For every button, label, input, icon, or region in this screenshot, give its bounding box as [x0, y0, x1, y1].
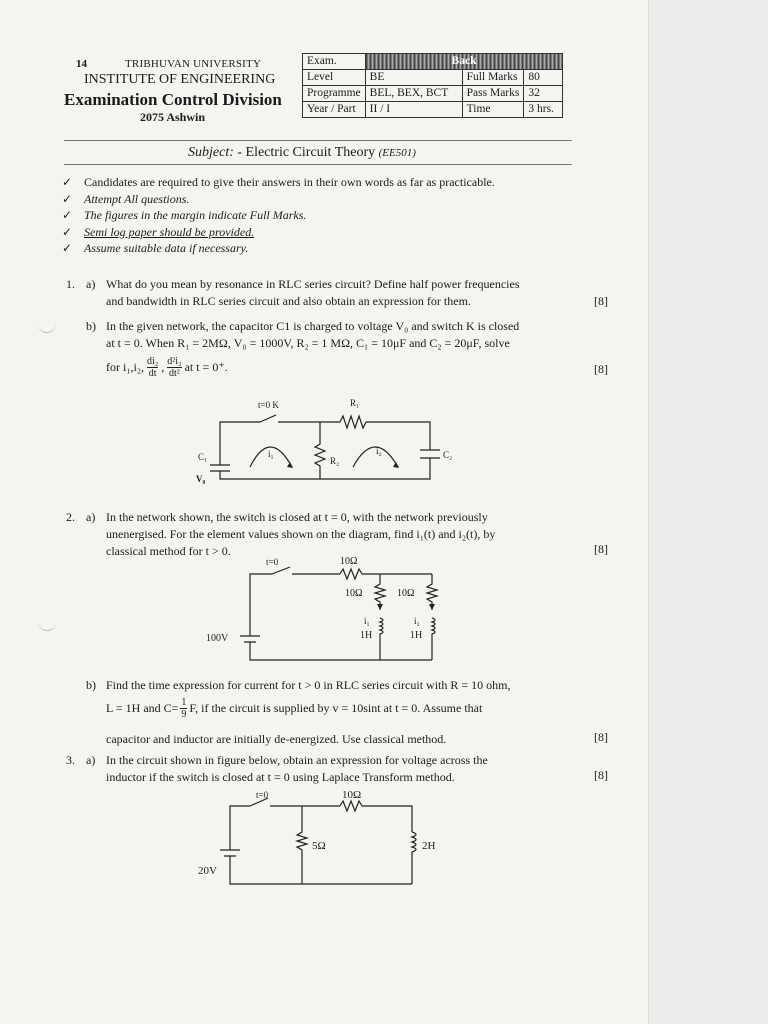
current-i2-label: i₂ [376, 446, 382, 456]
programme-value: BEL, BEX, BCT [365, 86, 462, 102]
page-edge-background [648, 0, 768, 1024]
question-part: a) [86, 277, 96, 291]
pass-marks-value: 32 [524, 86, 563, 102]
check-icon: ✓ [62, 208, 73, 222]
fraction: $\frac{1}{9}$ [181, 697, 187, 720]
instruction-item: ✓ The figures in the margin indicate Full Marks. [62, 208, 307, 222]
instruction-item: ✓ Semi log paper should be provided. [62, 224, 255, 239]
switch-label: t=0 K [258, 400, 279, 410]
question-text: In the circuit shown in figure below, obtain an expression for voltage across the [106, 753, 488, 767]
check-icon: ✓ [62, 241, 73, 255]
divider [64, 164, 572, 165]
subject-name: - Electric Circuit Theory [237, 145, 376, 160]
resistor-r1-label: R₁ [350, 398, 360, 408]
source-label: 20V [198, 865, 217, 877]
question-text: and bandwidth in RLC series circuit and also obtain an expression for them. [106, 294, 471, 308]
university-name: TRIBHUVAN UNIVERSITY [125, 58, 262, 70]
question-number: 1. [66, 277, 75, 291]
programme-label: Programme [303, 86, 366, 102]
question-text: What do you mean by resonance in RLC series circuit? Define half power frequencies [106, 277, 520, 291]
year-part-label: Year / Part [303, 102, 366, 118]
question-marks: [8] [594, 768, 608, 782]
instruction-item: ✓ Candidates are required to give their answers in their own words as far as practicable. [62, 175, 495, 189]
subject-code: (EE501) [378, 147, 416, 159]
capacitor-c2-label: C₂ [443, 450, 453, 460]
voltage-v0-label: V₀ [196, 474, 206, 484]
question-text: Find the time expression for current for t > 0 in RLC series circuit with R = 10 ohm, [106, 678, 511, 692]
question-text: capacitor and inductor are initially de-energized. Use classical method. [106, 732, 447, 746]
subject-line [188, 145, 416, 161]
switch-label: t=0 [266, 557, 279, 567]
question-part: a) [86, 510, 96, 524]
source-label: 100V [206, 633, 229, 644]
check-icon: ✓ [62, 224, 73, 239]
resistor-left-label: 10Ω [345, 588, 363, 599]
question-number: 2. [66, 510, 75, 524]
full-marks-value: 80 [524, 70, 563, 86]
level-label: Level [303, 70, 366, 86]
question-part: a) [86, 753, 96, 767]
question-text: for i₁,i₂, di₂ dt , d²i₂ dt² at t = 0⁺. [106, 356, 228, 379]
current-i1-label: i₁ [364, 616, 370, 626]
pass-marks-label: Pass Marks [462, 86, 524, 102]
inductor-label: 2H [422, 840, 436, 852]
check-icon: ✓ [62, 191, 73, 206]
question-text: classical method for t > 0. [106, 544, 231, 558]
exam-value: Back [365, 54, 563, 70]
divider [64, 140, 572, 141]
exam-info-table [302, 53, 563, 118]
resistor-r2-label: R₂ [330, 456, 340, 466]
question-text: In the given network, the capacitor C1 is charged to voltage V₀ and switch K is closed [106, 319, 520, 333]
question-marks: [8] [594, 362, 608, 376]
page-number: 14 [76, 58, 87, 70]
check-icon: ✓ [62, 175, 73, 189]
fraction: d²i₂ dt² [167, 356, 182, 379]
year-part-value: II / I [365, 102, 462, 118]
exam-label: Exam. [303, 54, 366, 70]
question-marks: [8] [594, 730, 608, 744]
inductor-left-label: 1H [360, 630, 373, 641]
resistor-right-label: 10Ω [397, 588, 415, 599]
circuit-figure-2 [200, 554, 450, 666]
question-number: 3. [66, 753, 75, 767]
exam-session: 2075 Ashwin [140, 110, 206, 124]
subject-label: Subject: [188, 145, 234, 160]
full-marks-label: Full Marks [462, 70, 524, 86]
resistor-series-label: 10Ω [342, 789, 362, 801]
question-text: In the network shown, the switch is closed at t = 0, with the network previously [106, 510, 488, 524]
question-text: L = 1H and C= $\frac{1}{9}$ F, if the circuit is supplied by v = 10sint at t = 0. Assume that [106, 697, 483, 720]
question-text: inductor if the switch is closed at t = 0 using Laplace Transform method. [106, 770, 455, 784]
current-i1-label: i₁ [268, 449, 274, 459]
instruction-item: ✓ Attempt All questions. [62, 191, 190, 206]
inductor-right-label: 1H [410, 630, 423, 641]
fraction: di₂ dt [147, 356, 159, 379]
question-text: at t = 0. When R₁ = 2MΩ, V₀ = 1000V, R₂ = 1 MΩ, C₁ = 10μF and C₂ = 20μF, solve [106, 336, 510, 350]
question-part: b) [86, 319, 96, 333]
level-value: BE [365, 70, 462, 86]
current-i2-label: i₂ [414, 616, 420, 626]
division-name: Examination Control Division [64, 90, 282, 109]
time-value: 3 hrs. [524, 102, 563, 118]
time-label: Time [462, 102, 524, 118]
institute-name: INSTITUTE OF ENGINEERING [84, 72, 276, 87]
circuit-figure-3 [190, 784, 450, 894]
resistor-series-label: 10Ω [340, 556, 358, 567]
switch-label: t=0 [256, 790, 269, 800]
question-marks: [8] [594, 542, 608, 556]
question-text: unenergised. For the element values shown on the diagram, find i₁(t) and i₂(t), by [106, 527, 496, 541]
circuit-figure-1 [190, 392, 460, 492]
resistor-shunt-label: 5Ω [312, 840, 326, 852]
instruction-item: ✓ Assume suitable data if necessary. [62, 241, 249, 255]
question-marks: [8] [594, 294, 608, 308]
capacitor-c1-label: C₁ [198, 452, 208, 462]
instructions-list [62, 174, 495, 257]
question-part: b) [86, 678, 96, 692]
